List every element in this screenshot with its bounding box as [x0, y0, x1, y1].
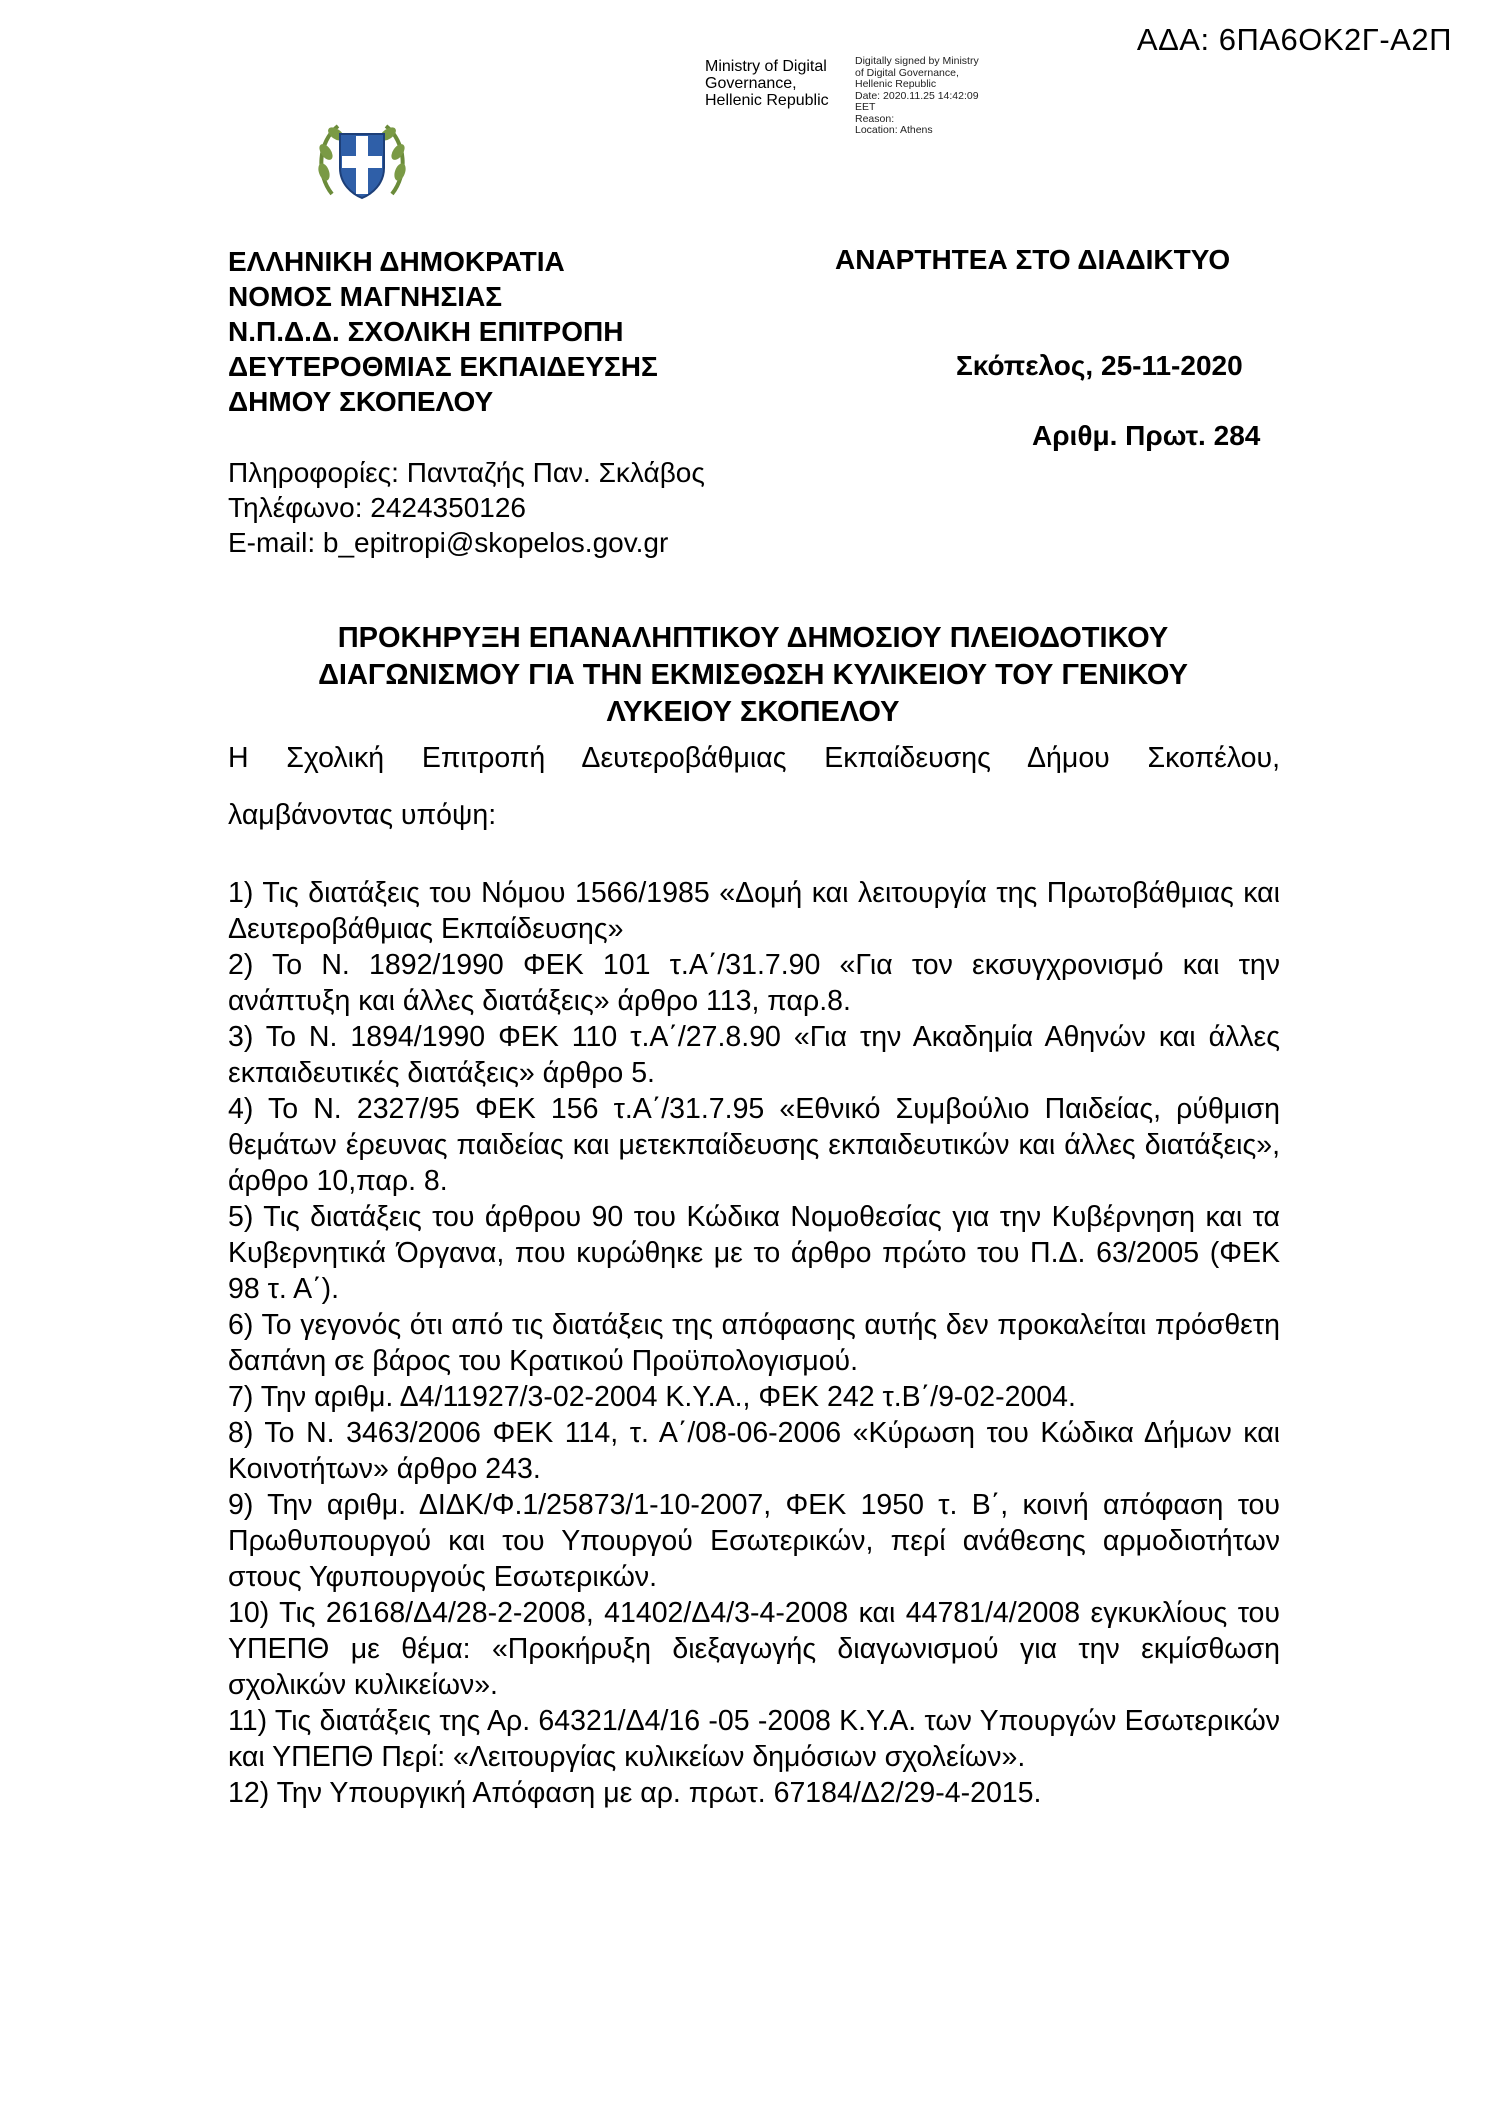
- signature-signer-line: Hellenic Republic: [705, 92, 829, 109]
- title-line: ΠΡΟΚΗΡΥΞΗ ΕΠΑΝΑΛΗΠΤΙΚΟΥ ΔΗΜΟΣΙΟΥ ΠΛΕΙΟΔΟΤΙΚΟΥ: [337, 622, 1169, 654]
- contact-info: [228, 455, 705, 560]
- document-date: Σκόπελος, 25-11-2020: [956, 350, 1243, 381]
- signature-signer-line: Governance,: [705, 75, 797, 92]
- protocol-number: Αριθμ. Πρωτ. 284: [1032, 420, 1261, 451]
- legal-basis-list: [228, 875, 1280, 1811]
- signature-detail-line: Location: Athens: [855, 124, 933, 136]
- hellenic-republic-emblem: [312, 112, 412, 212]
- authority-line: ΝΟΜΟΣ ΜΑΓΝΗΣΙΑΣ: [228, 281, 503, 312]
- issuing-authority: [228, 244, 658, 419]
- authority-line: ΔΗΜΟΥ ΣΚΟΠΕΛΟΥ: [228, 386, 494, 417]
- authority-line: Ν.Π.Δ.Δ. ΣΧΟΛΙΚΗ ΕΠΙΤΡΟΠΗ: [228, 316, 624, 347]
- list-item: 3) Το Ν. 1894/1990 ΦΕΚ 110 τ.Α΄/27.8.90 «Για την Ακαδημία Αθηνών και άλλες εκπαιδευτικές διατάξεις» άρθρο 5.: [228, 1021, 1280, 1089]
- list-item: 7) Την αριθμ. Δ4/11927/3-02-2004 Κ.Υ.Α., ΦΕΚ 242 τ.Β΄/9-02-2004.: [228, 1381, 1076, 1413]
- title-line: ΔΙΑΓΩΝΙΣΜΟΥ ΓΙΑ ΤΗΝ ΕΚΜΙΣΘΩΣΗ ΚΥΛΙΚΕΙΟΥ ΤΟΥ ΓΕΝΙΚΟΥ: [318, 659, 1188, 691]
- signature-detail-line: EET: [855, 101, 876, 113]
- list-item: 11) Τις διατάξεις της Αρ. 64321/Δ4/16 -05 -2008 Κ.Υ.Α. των Υπουργών Εσωτερικών και ΥΠΕΠΘ Περί: «Λειτουργίας κυλικείων δημόσιων σχολείων».: [228, 1705, 1280, 1773]
- signature-detail-line: Date: 2020.11.25 14:42:09: [855, 89, 979, 102]
- signature-details: [855, 56, 979, 137]
- signature-detail-line: Reason:: [855, 112, 895, 125]
- title-line: ΛΥΚΕΙΟΥ ΣΚΟΠΕΛΟΥ: [606, 696, 900, 728]
- list-item: 10) Τις 26168/Δ4/28-2-2008, 41402/Δ4/3-4-2008 και 44781/4/2008 εγκυκλίους του ΥΠΕΠΘ με θέμα: «Προκήρυξη διεξαγωγής διαγωνισμού για την εκμίσθωση σχολικών κυλικείων».: [228, 1597, 1280, 1701]
- list-item: 2) Το Ν. 1892/1990 ΦΕΚ 101 τ.Α΄/31.7.90 «Για τον εκσυγχρονισμό και την ανάπτυξη και άλλες διατάξεις» άρθρο 113, παρ.8.: [228, 949, 1280, 1017]
- ada-code: ΑΔΑ: 6ΠΑ6ΟΚ2Γ-Α2Π: [1136, 22, 1452, 57]
- contact-person: Πληροφορίες: Πανταζής Παν. Σκλάβος: [228, 457, 705, 488]
- list-item: 4) Το Ν. 2327/95 ΦΕΚ 156 τ.Α΄/31.7.95 «Εθνικό Συμβούλιο Παιδείας, ρύθμιση θεμάτων έρευνας παιδείας και μετεκπαίδευσης εκπαιδευτικών και άλλες διατάξεις», άρθρο 10,παρ. 8.: [228, 1093, 1280, 1197]
- list-item: 1) Τις διατάξεις του Νόμου 1566/1985 «Δομή και λειτουργία της Πρωτοβάθμιας και Δευτεροβάθμιας Εκπαίδευσης»: [228, 877, 1280, 945]
- list-item: 6) Το γεγονός ότι από τις διατάξεις της απόφασης αυτής δεν προκαλείται πρόσθετη δαπάνη σε βάρος του Κρατικού Προϋπολογισμού.: [228, 1309, 1280, 1377]
- list-item: 8) Το Ν. 3463/2006 ΦΕΚ 114, τ. Α΄/08-06-2006 «Κύρωση του Κώδικα Δήμων και Κοινοτήτων» άρθρο 243.: [228, 1417, 1280, 1485]
- document-title: [228, 620, 1278, 731]
- signature-detail-line: Hellenic Republic: [855, 78, 937, 90]
- contact-email: E-mail: b_epitropi@skopelos.gov.gr: [228, 527, 669, 558]
- signature-detail-line: Digitally signed by Ministry: [855, 55, 979, 67]
- authority-line: ΔΕΥΤΕΡΟΘΜΙΑΣ ΕΚΠΑΙΔΕΥΣΗΣ: [228, 351, 658, 382]
- signature-signer-line: Ministry of Digital: [705, 58, 827, 75]
- intro-line: λαμβάνοντας υπόψη:: [228, 799, 497, 831]
- publish-note: ΑΝΑΡΤΗΤΕΑ ΣΤΟ ΔΙΑΔΙΚΤΥΟ: [835, 244, 1231, 275]
- list-item: 12) Την Υπουργική Απόφαση με αρ. πρωτ. 67184/Δ2/29-4-2015.: [228, 1777, 1042, 1809]
- contact-phone: Τηλέφωνο: 2424350126: [228, 492, 526, 523]
- authority-line: ΕΛΛΗΝΙΚΗ ΔΗΜΟΚΡΑΤΙΑ: [228, 246, 565, 277]
- intro-line: Η Σχολική Επιτροπή Δευτεροβάθμιας Εκπαίδευσης Δήμου Σκοπέλου,: [228, 742, 1280, 774]
- list-item: 5) Τις διατάξεις του άρθρου 90 του Κώδικα Νομοθεσίας για την Κυβέρνηση και τα Κυβερνητικά Όργανα, που κυρώθηκε με το άρθρο πρώτο του Π.Δ. 63/2005 (ΦΕΚ 98 τ. Α΄).: [228, 1201, 1280, 1305]
- signature-detail-line: of Digital Governance,: [855, 66, 959, 79]
- list-item: 9) Την αριθμ. ΔΙΔΚ/Φ.1/25873/1-10-2007, ΦΕΚ 1950 τ. Β΄, κοινή απόφαση του Πρωθυπουργού και του Υπουργού Εσωτερικών, περί ανάθεσης αρμοδιοτήτων στους Υφυπουργούς Εσωτερικών.: [228, 1489, 1280, 1593]
- signature-signer: [705, 58, 829, 109]
